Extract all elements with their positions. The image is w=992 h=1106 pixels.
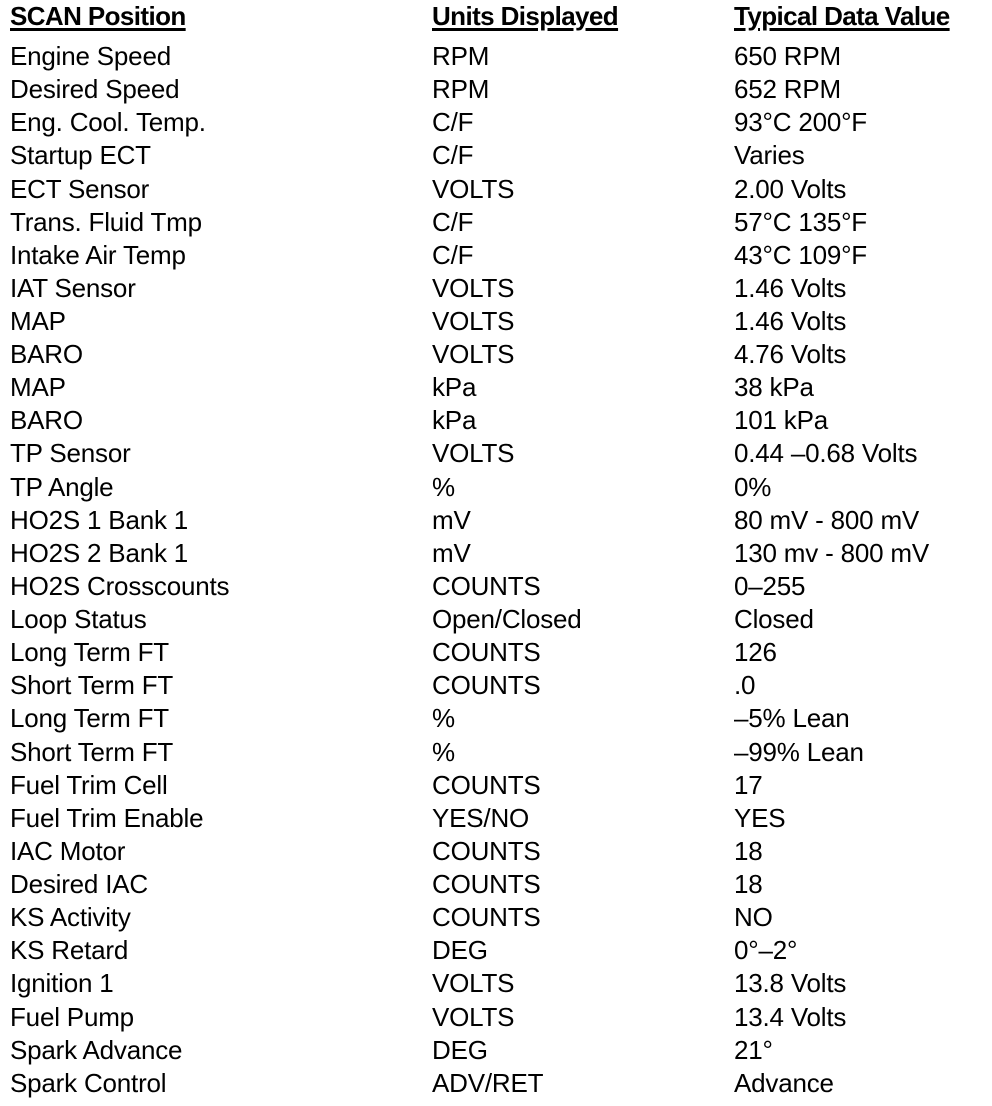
cell-units-displayed: Open/Closed [432, 604, 582, 634]
cell-units-displayed: C/F [432, 206, 474, 237]
cell-typical-data-value: –5% Lean [734, 703, 850, 734]
table-row [0, 901, 992, 934]
table-row [0, 272, 992, 305]
cell-typical-data-value: 13.4 Volts [734, 1001, 847, 1032]
cell-typical-data-value: Closed [734, 604, 814, 634]
cell-typical-data-value: 43°C 109°F [734, 239, 867, 270]
cell-typical-data-value: 0% [734, 471, 772, 502]
cell-scan-position: TP Sensor [10, 438, 131, 469]
cell-scan-position: Fuel Trim Cell [10, 769, 168, 800]
cell-units-displayed: DEG [432, 935, 488, 966]
cell-typical-data-value: YES [734, 802, 786, 833]
cell-scan-position: Desired IAC [10, 869, 148, 899]
table-header [0, 0, 992, 33]
cell-units-displayed: % [432, 703, 455, 734]
table-row [0, 305, 992, 338]
table-row [0, 1034, 992, 1067]
table-row [0, 437, 992, 470]
table-row [0, 173, 992, 206]
cell-scan-position: ECT Sensor [10, 173, 150, 204]
cell-typical-data-value: 38 kPa [734, 372, 814, 403]
header-scan-position: SCAN Position [10, 1, 186, 31]
cell-typical-data-value: NO [734, 902, 773, 933]
cell-scan-position: Intake Air Temp [10, 239, 186, 270]
cell-units-displayed: kPa [432, 405, 477, 436]
cell-units-displayed: % [432, 736, 455, 767]
cell-units-displayed: mV [432, 537, 471, 568]
table-row [0, 206, 992, 239]
cell-units-displayed: % [432, 471, 455, 502]
cell-typical-data-value: 2.00 Volts [734, 173, 847, 204]
cell-units-displayed: VOLTS [432, 339, 515, 370]
cell-scan-position: Startup ECT [10, 140, 151, 171]
table-row [0, 40, 992, 73]
cell-units-displayed: COUNTS [432, 670, 541, 701]
cell-typical-data-value: 101 kPa [734, 405, 829, 436]
cell-scan-position: Loop Status [10, 604, 147, 634]
cell-units-displayed: C/F [432, 140, 474, 171]
cell-units-displayed: VOLTS [432, 173, 515, 204]
cell-units-displayed: VOLTS [432, 438, 515, 469]
cell-typical-data-value: 80 mV - 800 mV [734, 504, 920, 535]
table-row [0, 1067, 992, 1100]
cell-typical-data-value: 126 [734, 637, 777, 668]
cell-scan-position: TP Angle [10, 471, 114, 502]
cell-units-displayed: YES/NO [432, 802, 530, 833]
cell-scan-position: IAC Motor [10, 835, 126, 866]
cell-typical-data-value: –99% Lean [734, 736, 864, 767]
table-row [0, 570, 992, 603]
cell-typical-data-value: 0.44 –0.68 Volts [734, 438, 918, 469]
cell-units-displayed: VOLTS [432, 968, 515, 999]
cell-scan-position: BARO [10, 339, 83, 370]
cell-units-displayed: COUNTS [432, 637, 541, 668]
cell-typical-data-value: 1.46 Volts [734, 272, 847, 303]
table-row [0, 537, 992, 570]
cell-scan-position: MAP [10, 306, 66, 336]
cell-units-displayed: mV [432, 504, 471, 535]
cell-units-displayed: VOLTS [432, 1001, 515, 1032]
cell-scan-position: BARO [10, 405, 83, 436]
cell-scan-position: Eng. Cool. Temp. [10, 107, 206, 138]
cell-units-displayed: kPa [432, 372, 477, 403]
cell-typical-data-value: 0°–2° [734, 935, 798, 966]
cell-scan-position: Long Term FT [10, 703, 169, 734]
cell-units-displayed: RPM [432, 41, 490, 71]
cell-typical-data-value: 18 [734, 869, 763, 899]
cell-scan-position: MAP [10, 372, 66, 403]
table-row [0, 73, 992, 106]
cell-units-displayed: C/F [432, 239, 474, 270]
table-row [0, 139, 992, 172]
header-typical-data-value: Typical Data Value [734, 1, 950, 31]
table-row [0, 371, 992, 404]
cell-typical-data-value: 57°C 135°F [734, 206, 867, 237]
cell-typical-data-value: 1.46 Volts [734, 306, 847, 336]
cell-typical-data-value: 21° [734, 1034, 773, 1065]
table-row [0, 868, 992, 901]
cell-typical-data-value: Varies [734, 140, 805, 171]
cell-units-displayed: RPM [432, 74, 490, 105]
cell-typical-data-value: Advance [734, 1067, 834, 1098]
cell-typical-data-value: 93°C 200°F [734, 107, 867, 138]
cell-typical-data-value: .0 [734, 670, 756, 701]
cell-scan-position: HO2S 2 Bank 1 [10, 537, 189, 568]
cell-scan-position: Spark Advance [10, 1034, 183, 1065]
table-row [0, 702, 992, 735]
cell-scan-position: Short Term FT [10, 670, 174, 701]
table-row [0, 636, 992, 669]
cell-scan-position: Fuel Trim Enable [10, 802, 204, 833]
table-row [0, 603, 992, 636]
cell-scan-position: HO2S 1 Bank 1 [10, 504, 189, 535]
table-row [0, 802, 992, 835]
cell-typical-data-value: 4.76 Volts [734, 339, 847, 370]
cell-scan-position: KS Activity [10, 902, 131, 933]
table-row [0, 967, 992, 1000]
cell-units-displayed: COUNTS [432, 835, 541, 866]
table-row [0, 471, 992, 504]
cell-units-displayed: ADV/RET [432, 1067, 544, 1098]
cell-units-displayed: COUNTS [432, 869, 541, 899]
cell-typical-data-value: 17 [734, 769, 763, 800]
cell-units-displayed: COUNTS [432, 902, 541, 933]
table-row [0, 504, 992, 537]
cell-scan-position: Short Term FT [10, 736, 174, 767]
cell-scan-position: IAT Sensor [10, 272, 136, 303]
cell-typical-data-value: 652 RPM [734, 74, 841, 105]
cell-scan-position: Desired Speed [10, 74, 180, 105]
cell-scan-position: Spark Control [10, 1067, 167, 1098]
cell-scan-position: Fuel Pump [10, 1001, 134, 1032]
table-row [0, 404, 992, 437]
table-row [0, 769, 992, 802]
cell-units-displayed: COUNTS [432, 769, 541, 800]
cell-scan-position: HO2S Crosscounts [10, 570, 230, 601]
table-row [0, 934, 992, 967]
table-row [0, 338, 992, 371]
cell-units-displayed: DEG [432, 1034, 488, 1065]
table-row [0, 669, 992, 702]
cell-units-displayed: COUNTS [432, 570, 541, 601]
cell-typical-data-value: 650 RPM [734, 41, 841, 71]
cell-typical-data-value: 13.8 Volts [734, 968, 847, 999]
table-row [0, 239, 992, 272]
table-row [0, 1001, 992, 1034]
cell-scan-position: Engine Speed [10, 41, 171, 71]
cell-scan-position: KS Retard [10, 935, 129, 966]
cell-typical-data-value: 0–255 [734, 570, 806, 601]
table-row [0, 106, 992, 139]
cell-scan-position: Long Term FT [10, 637, 169, 668]
cell-scan-position: Trans. Fluid Tmp [10, 206, 202, 237]
table-row [0, 736, 992, 769]
cell-scan-position: Ignition 1 [10, 968, 114, 999]
cell-units-displayed: C/F [432, 107, 474, 138]
table-row [0, 835, 992, 868]
cell-units-displayed: VOLTS [432, 272, 515, 303]
cell-units-displayed: VOLTS [432, 306, 515, 336]
cell-typical-data-value: 18 [734, 835, 763, 866]
cell-typical-data-value: 130 mv - 800 mV [734, 537, 929, 568]
header-units-displayed: Units Displayed [432, 1, 619, 31]
